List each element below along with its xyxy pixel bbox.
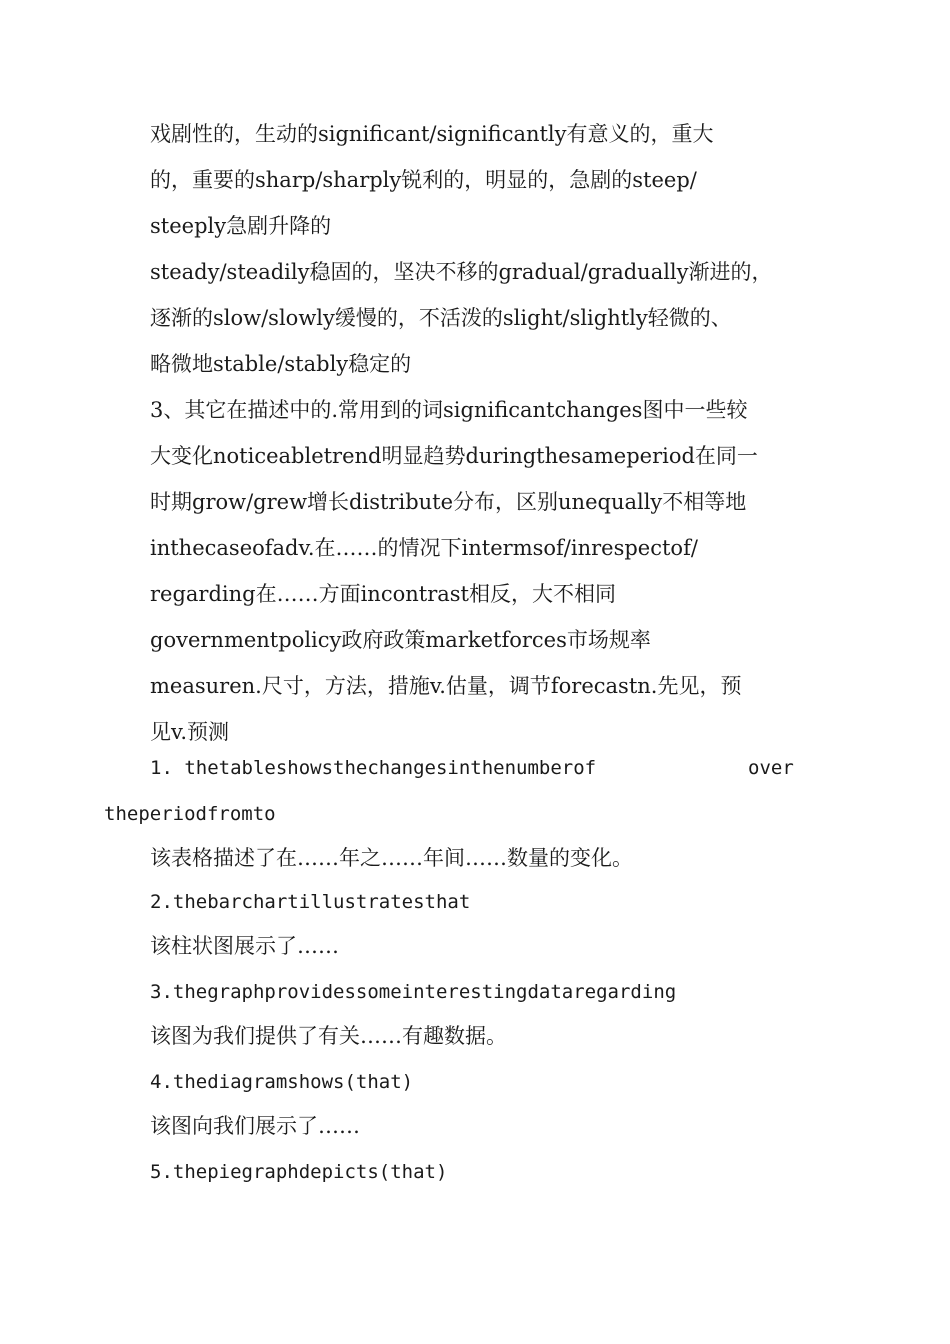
phrase-2-en: 2.thebarchartillustratesthat (150, 891, 471, 913)
phrase-2-zh: 该柱状图展示了…… (150, 934, 339, 958)
phrase-4-en: 4.thediagramshows(that) (150, 1071, 414, 1093)
phrase-1-zh: 该表格描述了在……年之……年间……数量的变化。 (150, 846, 633, 870)
section3-line-4: inthecaseofadv.在……的情况下intermsof/inrespectof/ (150, 536, 698, 560)
phrase-3-en: 3.thegraphprovidessomeinterestingdataregarding (150, 981, 677, 1003)
section3-line-8: 见v.预测 (150, 720, 230, 744)
vocab-line-3: steeply急剧升降的 (150, 214, 332, 238)
phrase-1-en: 1. thetableshowsthechangesinthenumberof (150, 757, 597, 779)
section3-line-2: 大变化noticeabletrend明显趋势duringthesameperiod在同一 (150, 444, 758, 468)
vocab-line-1: 戏剧性的，生动的significant/significantly有意义的，重大 (150, 122, 714, 146)
section3-line-1: 3、其它在描述中的.常用到的词significantchanges图中一些较 (150, 398, 748, 422)
vocab-line-6: 略微地stable/stably稳定的 (150, 352, 412, 376)
vocab-line-5: 逐渐的slow/slowly缓慢的，不活泼的slight/slightly轻微的、 (150, 306, 732, 330)
vocab-line-4: steady/steadily稳固的，坚决不移的gradual/gradually渐进的， (150, 260, 773, 284)
phrase-3-zh: 该图为我们提供了有关……有趣数据。 (150, 1024, 507, 1048)
section3-line-7: measuren.尺寸，方法，措施v.估量，调节forecastn.先见，预 (150, 674, 742, 698)
section3-line-3: 时期grow/grew增长distribute分布，区别unequally不相等地 (150, 490, 747, 514)
phrase-4-zh: 该图向我们展示了…… (150, 1114, 360, 1138)
phrase-1-en-cont: theperiodfromto (104, 803, 276, 825)
section3-line-5: regarding在……方面incontrast相反，大不相同 (150, 582, 616, 606)
vocab-line-2: 的，重要的sharp/sharply锐利的，明显的，急剧的steep/ (150, 168, 697, 192)
phrase-5-en: 5.thepiegraphdepicts(that) (150, 1161, 448, 1183)
phrase-1-en-tail: over (748, 757, 794, 779)
section3-line-6: governmentpolicy政府政策marketforces市场规率 (150, 628, 651, 652)
